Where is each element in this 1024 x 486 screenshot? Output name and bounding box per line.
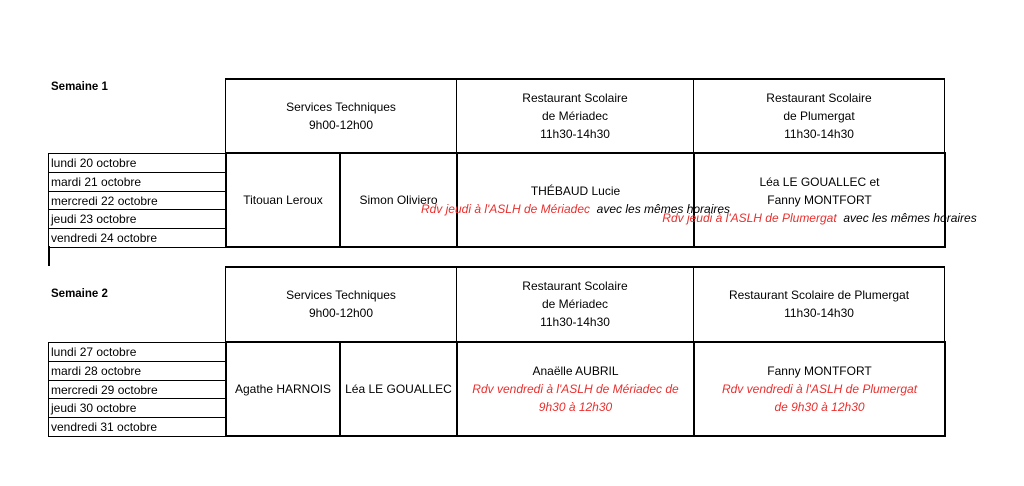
week-1-header-services: Services Techniques 9h00-12h00 [225, 78, 457, 153]
week-2-services-person-1: Agathe HARNOIS [234, 382, 332, 396]
week-1-header-plumergat: Restaurant Scolaire de Plumergat 11h30-14h30 [693, 78, 945, 153]
week-1-day-list [48, 153, 226, 248]
week-2-header-meriadec: Restaurant Scolaire de Mériadec 11h30-14h30 [456, 266, 694, 342]
day-row: jeudi 23 octobre [49, 210, 226, 229]
day-row: jeudi 30 octobre [49, 399, 226, 418]
week-1-services-person-2: Simon Oliviero [359, 193, 438, 207]
week-2-plumergat-cell: Fanny MONTFORT Rdv vendredi à l'ASLH de Plumergat de 9h30 à 12h30 [721, 364, 918, 414]
day-row: mardi 21 octobre [49, 173, 226, 192]
week-1-label: Semaine 1 [51, 81, 108, 93]
day-row: mardi 28 octobre [49, 362, 226, 381]
day-row: mercredi 22 octobre [49, 192, 226, 211]
week-1-services-person-1: Titouan Leroux [243, 193, 323, 207]
week-2-meriadec-cell: Anaëlle AUBRIL Rdv vendredi à l'ASLH de Mériadec de 9h30 à 12h30 [472, 364, 679, 414]
week-1-meriadec-cell: THÉBAUD Lucie Rdv jeudi à l'ASLH de Mériadec avec les mêmes horaires [420, 184, 731, 216]
week-2-services-person-2: Léa LE GOUALLEC [345, 382, 452, 396]
day-row: lundi 27 octobre [49, 343, 226, 362]
week-2-label: Semaine 2 [51, 288, 108, 300]
week-1-header-meriadec: Restaurant Scolaire de Mériadec 11h30-14h30 [456, 78, 694, 153]
day-row: vendredi 31 octobre [51, 420, 158, 435]
day-row: vendredi 24 octobre [51, 231, 158, 246]
week-2-day-list [48, 342, 226, 437]
day-row: mercredi 29 octobre [49, 381, 226, 400]
week-2-header-services: Services Techniques 9h00-12h00 [225, 266, 457, 342]
day-row: lundi 20 octobre [49, 154, 226, 173]
week-1-plumergat-cell: Léa LE GOUALLEC et Fanny MONTFORT Rdv jeudi à l'ASLH de Plumergat avec les mêmes horaires [662, 175, 977, 225]
week-2-header-plumergat: Restaurant Scolaire de Plumergat 11h30-14h30 [693, 266, 945, 342]
